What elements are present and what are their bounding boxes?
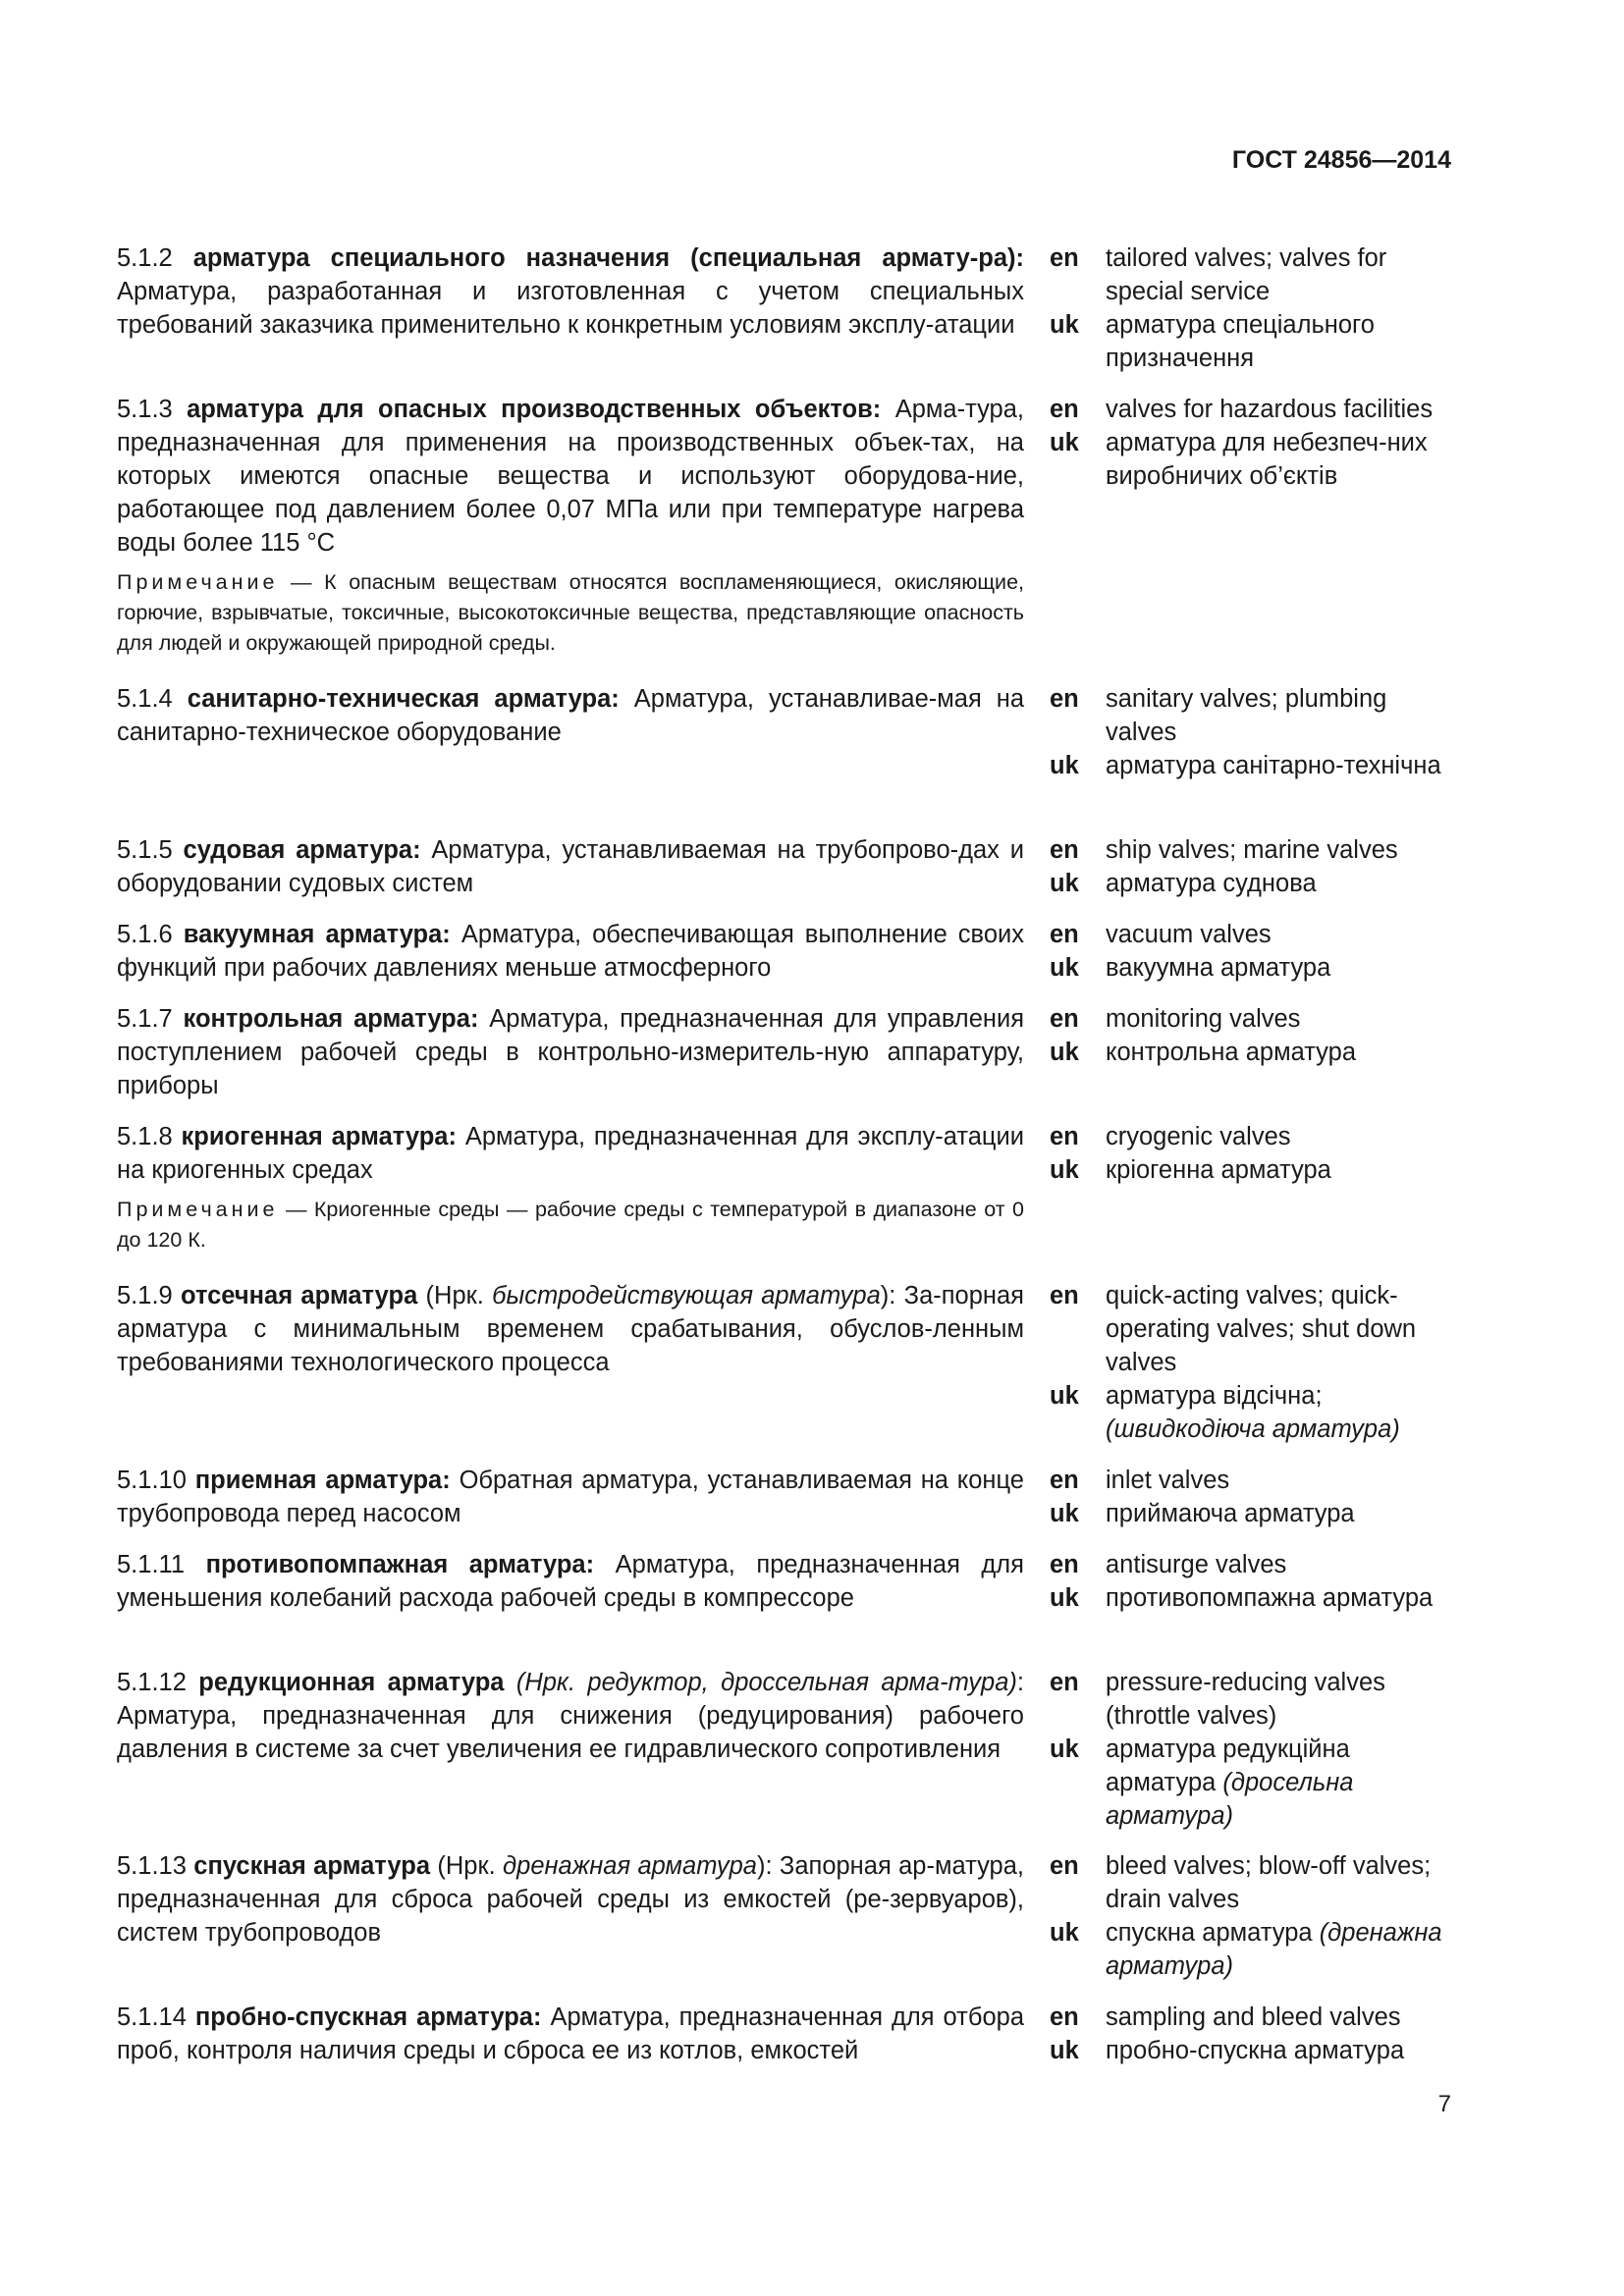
term-number: 5.1.13 <box>117 1852 187 1880</box>
lang-en: en <box>1050 1467 1079 1494</box>
term-definition: Арматура, предназначенная для отбора проб, контроля наличия среды и сброса ее из котлов, емкостей <box>117 2003 1025 2064</box>
note-label: Примечание <box>117 570 279 594</box>
term-definition: Арматура, устанавливае-мая на санитарно-техническое оборудование <box>117 685 1025 746</box>
lang-uk: uk <box>1050 1156 1079 1184</box>
term-title: арматура для опасных производственных объектов: <box>187 396 882 423</box>
term-definition: Арматура, устанавливаемая на трубопрово-дах и оборудовании судовых систем <box>117 836 1024 897</box>
uk-alt-term: (швидкодіюча арматура) <box>1106 1415 1400 1443</box>
term-number: 5.1.9 <box>117 1282 173 1309</box>
lang-uk: uk <box>1050 429 1079 456</box>
lang-en: en <box>1050 685 1079 713</box>
lang-uk: uk <box>1050 752 1079 779</box>
term-title: контрольная арматура: <box>183 1005 479 1033</box>
term-definition: Запорная ар-матура, предназначенная для сброса рабочей среды из емкостей (ре-зервуаров), систем трубопроводов <box>117 1852 1024 1947</box>
uk-term: пробно-спускна арматура <box>1106 2037 1405 2064</box>
uk-term: контрольна арматура <box>1106 1039 1357 1066</box>
term-alt: (Нрк. редуктор, дроссельная арма-тура) <box>515 1669 1017 1696</box>
en-term: pressure-reducing valves (throttle valves) <box>1106 1669 1385 1730</box>
term-number: 5.1.2 <box>117 244 173 272</box>
note <box>117 567 1024 659</box>
en-term: vacuum valves <box>1106 921 1272 948</box>
translations <box>1050 1548 1462 1615</box>
term-number: 5.1.12 <box>117 1669 187 1696</box>
uk-term: арматура спеціального призначення <box>1106 311 1375 372</box>
uk-term: приймаюча арматура <box>1106 1500 1355 1527</box>
term-title: пробно-спускная арматура: <box>194 2003 542 2031</box>
uk-term: спускна арматура <box>1106 1919 1313 1947</box>
term-title: противопомпажная арматура: <box>205 1551 595 1578</box>
en-term: tailored valves; valves for special service <box>1106 244 1387 305</box>
en-term: valves for hazardous facilities <box>1106 396 1434 423</box>
document-header: ГОСТ 24856—2014 <box>1231 146 1451 174</box>
uk-alt-term: (дренажна арматура) <box>1106 1919 1442 1980</box>
translations <box>1050 1849 1462 1983</box>
term-title: отсечная арматура <box>181 1282 418 1309</box>
translations <box>1050 682 1462 782</box>
term-definition: Арматура, предназначенная для уменьшения колебаний расхода рабочей среды в компрессоре <box>117 1551 1024 1612</box>
uk-term: арматура відсічна; <box>1106 1382 1323 1410</box>
en-term: sanitary valves; plumbing valves <box>1106 685 1387 746</box>
lang-uk: uk <box>1050 1584 1079 1612</box>
lang-uk: uk <box>1050 1735 1079 1763</box>
term-title: санитарно-техническая арматура: <box>187 685 620 713</box>
lang-en: en <box>1050 396 1079 423</box>
note-text: — К опасным веществам относятся воспламеняющиеся, окисляющие, горючие, взрывчатые, токсичные, высокотоксичные вещества, представляющие опасность для людей и окружающей природной среды. <box>117 570 1024 655</box>
term-definition: Обратная арматура, устанавливаемая на конце трубопровода перед насосом <box>117 1467 1024 1527</box>
lang-en: en <box>1050 836 1079 864</box>
translations <box>1050 1279 1462 1446</box>
page-number: 7 <box>1437 2091 1451 2117</box>
term-definition: Арма-тура, предназначенная для применения на производственных объек-тах, на которых имеются опасные вещества и используют оборудова-ние, работающее под давлением более 0,07 МПа или при температуре нагрева воды более 115 °С <box>117 396 1024 557</box>
term-alt: дренажная арматура <box>503 1852 757 1880</box>
term-title: криогенная арматура: <box>181 1123 457 1150</box>
uk-term: противопомпажна арматура <box>1106 1584 1434 1612</box>
term-number: 5.1.11 <box>117 1551 186 1578</box>
term-number: 5.1.4 <box>117 685 173 713</box>
translations <box>1050 1120 1462 1187</box>
term-number: 5.1.6 <box>117 921 173 948</box>
en-term: quick-acting valves; quick-operating valves; shut down valves <box>1106 1282 1417 1376</box>
term-number: 5.1.14 <box>117 2003 187 2031</box>
term-definition: Арматура, разработанная и изготовленная с учетом специальных требований заказчика применительно к конкретным условиям эксплу-атации <box>117 278 1024 339</box>
term-title: редукционная арматура <box>198 1669 505 1696</box>
en-term: inlet valves <box>1106 1467 1230 1494</box>
uk-term: арматура редукційна арматура <box>1106 1735 1350 1796</box>
translations <box>1050 1464 1462 1530</box>
translations <box>1050 241 1462 375</box>
lang-uk: uk <box>1050 2037 1079 2064</box>
translations <box>1050 393 1462 493</box>
term-title: судовая арматура: <box>183 836 421 864</box>
lang-en: en <box>1050 1282 1079 1309</box>
lang-uk: uk <box>1050 1382 1079 1410</box>
translations <box>1050 1666 1462 1833</box>
uk-term: кріогенна арматура <box>1106 1156 1331 1184</box>
term-title: спускная арматура <box>193 1852 431 1880</box>
term-number: 5.1.8 <box>117 1123 173 1150</box>
term-definition: Арматура, предназначенная для эксплу-атации на криогенных средах <box>117 1123 1024 1184</box>
term-definition: Арматура, обеспечивающая выполнение своих функций при рабочих давлениях меньше атмосферного <box>117 921 1024 982</box>
lang-en: en <box>1050 244 1079 272</box>
note <box>117 1195 1024 1255</box>
lang-en: en <box>1050 921 1079 948</box>
term-title: арматура специального назначения (специальная армату-ра): <box>192 244 1024 272</box>
term-number: 5.1.3 <box>117 396 173 423</box>
term-number: 5.1.5 <box>117 836 173 864</box>
en-term: cryogenic valves <box>1106 1123 1291 1150</box>
term-definition: Арматура, предназначенная для снижения (редуцирования) рабочего давления в системе за счет увеличения ее гидравлического сопротивления <box>117 1702 1024 1763</box>
translations <box>1050 2001 1462 2067</box>
translations <box>1050 1002 1462 1069</box>
uk-term: арматура санітарно-технічна <box>1106 752 1441 779</box>
term-definition: За-порная арматура с минимальным временем срабатывания, обуслов-ленным требованиями технологического процесса <box>117 1282 1024 1376</box>
lang-uk: uk <box>1050 1039 1079 1066</box>
term-title: приемная арматура: <box>194 1467 451 1494</box>
lang-uk: uk <box>1050 1919 1079 1947</box>
en-term: sampling and bleed valves <box>1106 2003 1401 2031</box>
translations <box>1050 833 1462 900</box>
term-number: 5.1.10 <box>117 1467 187 1494</box>
en-term: antisurge valves <box>1106 1551 1287 1578</box>
uk-term: вакуумна арматура <box>1106 954 1331 982</box>
lang-en: en <box>1050 1005 1079 1033</box>
en-term: bleed valves; blow-off valves; drain valves <box>1106 1852 1432 1913</box>
lang-uk: uk <box>1050 1500 1079 1527</box>
term-number: 5.1.7 <box>117 1005 173 1033</box>
lang-en: en <box>1050 2003 1079 2031</box>
term-definition: Арматура, предназначенная для управления поступлением рабочей среды в контрольно-измеритель-ную аппаратуру, приборы <box>117 1005 1025 1099</box>
lang-en: en <box>1050 1551 1079 1578</box>
en-term: ship valves; marine valves <box>1106 836 1398 864</box>
lang-en: en <box>1050 1669 1079 1696</box>
note-label: Примечание <box>117 1198 279 1221</box>
lang-uk: uk <box>1050 870 1079 897</box>
term-title: вакуумная арматура: <box>183 921 451 948</box>
lang-en: en <box>1050 1852 1079 1880</box>
term-alt: быстродействующая арматура <box>492 1282 881 1309</box>
translations <box>1050 918 1462 985</box>
lang-en: en <box>1050 1123 1079 1150</box>
note-text: — Криогенные среды — рабочие среды с температурой в диапазоне от 0 до 120 К. <box>117 1198 1024 1252</box>
lang-uk: uk <box>1050 311 1079 339</box>
lang-uk: uk <box>1050 954 1079 982</box>
uk-term: арматура для небезпеч-них виробничих об’єктів <box>1106 429 1428 490</box>
uk-alt-term: (дросельна арматура) <box>1106 1769 1354 1830</box>
uk-term: арматура суднова <box>1106 870 1317 897</box>
en-term: monitoring valves <box>1106 1005 1301 1033</box>
